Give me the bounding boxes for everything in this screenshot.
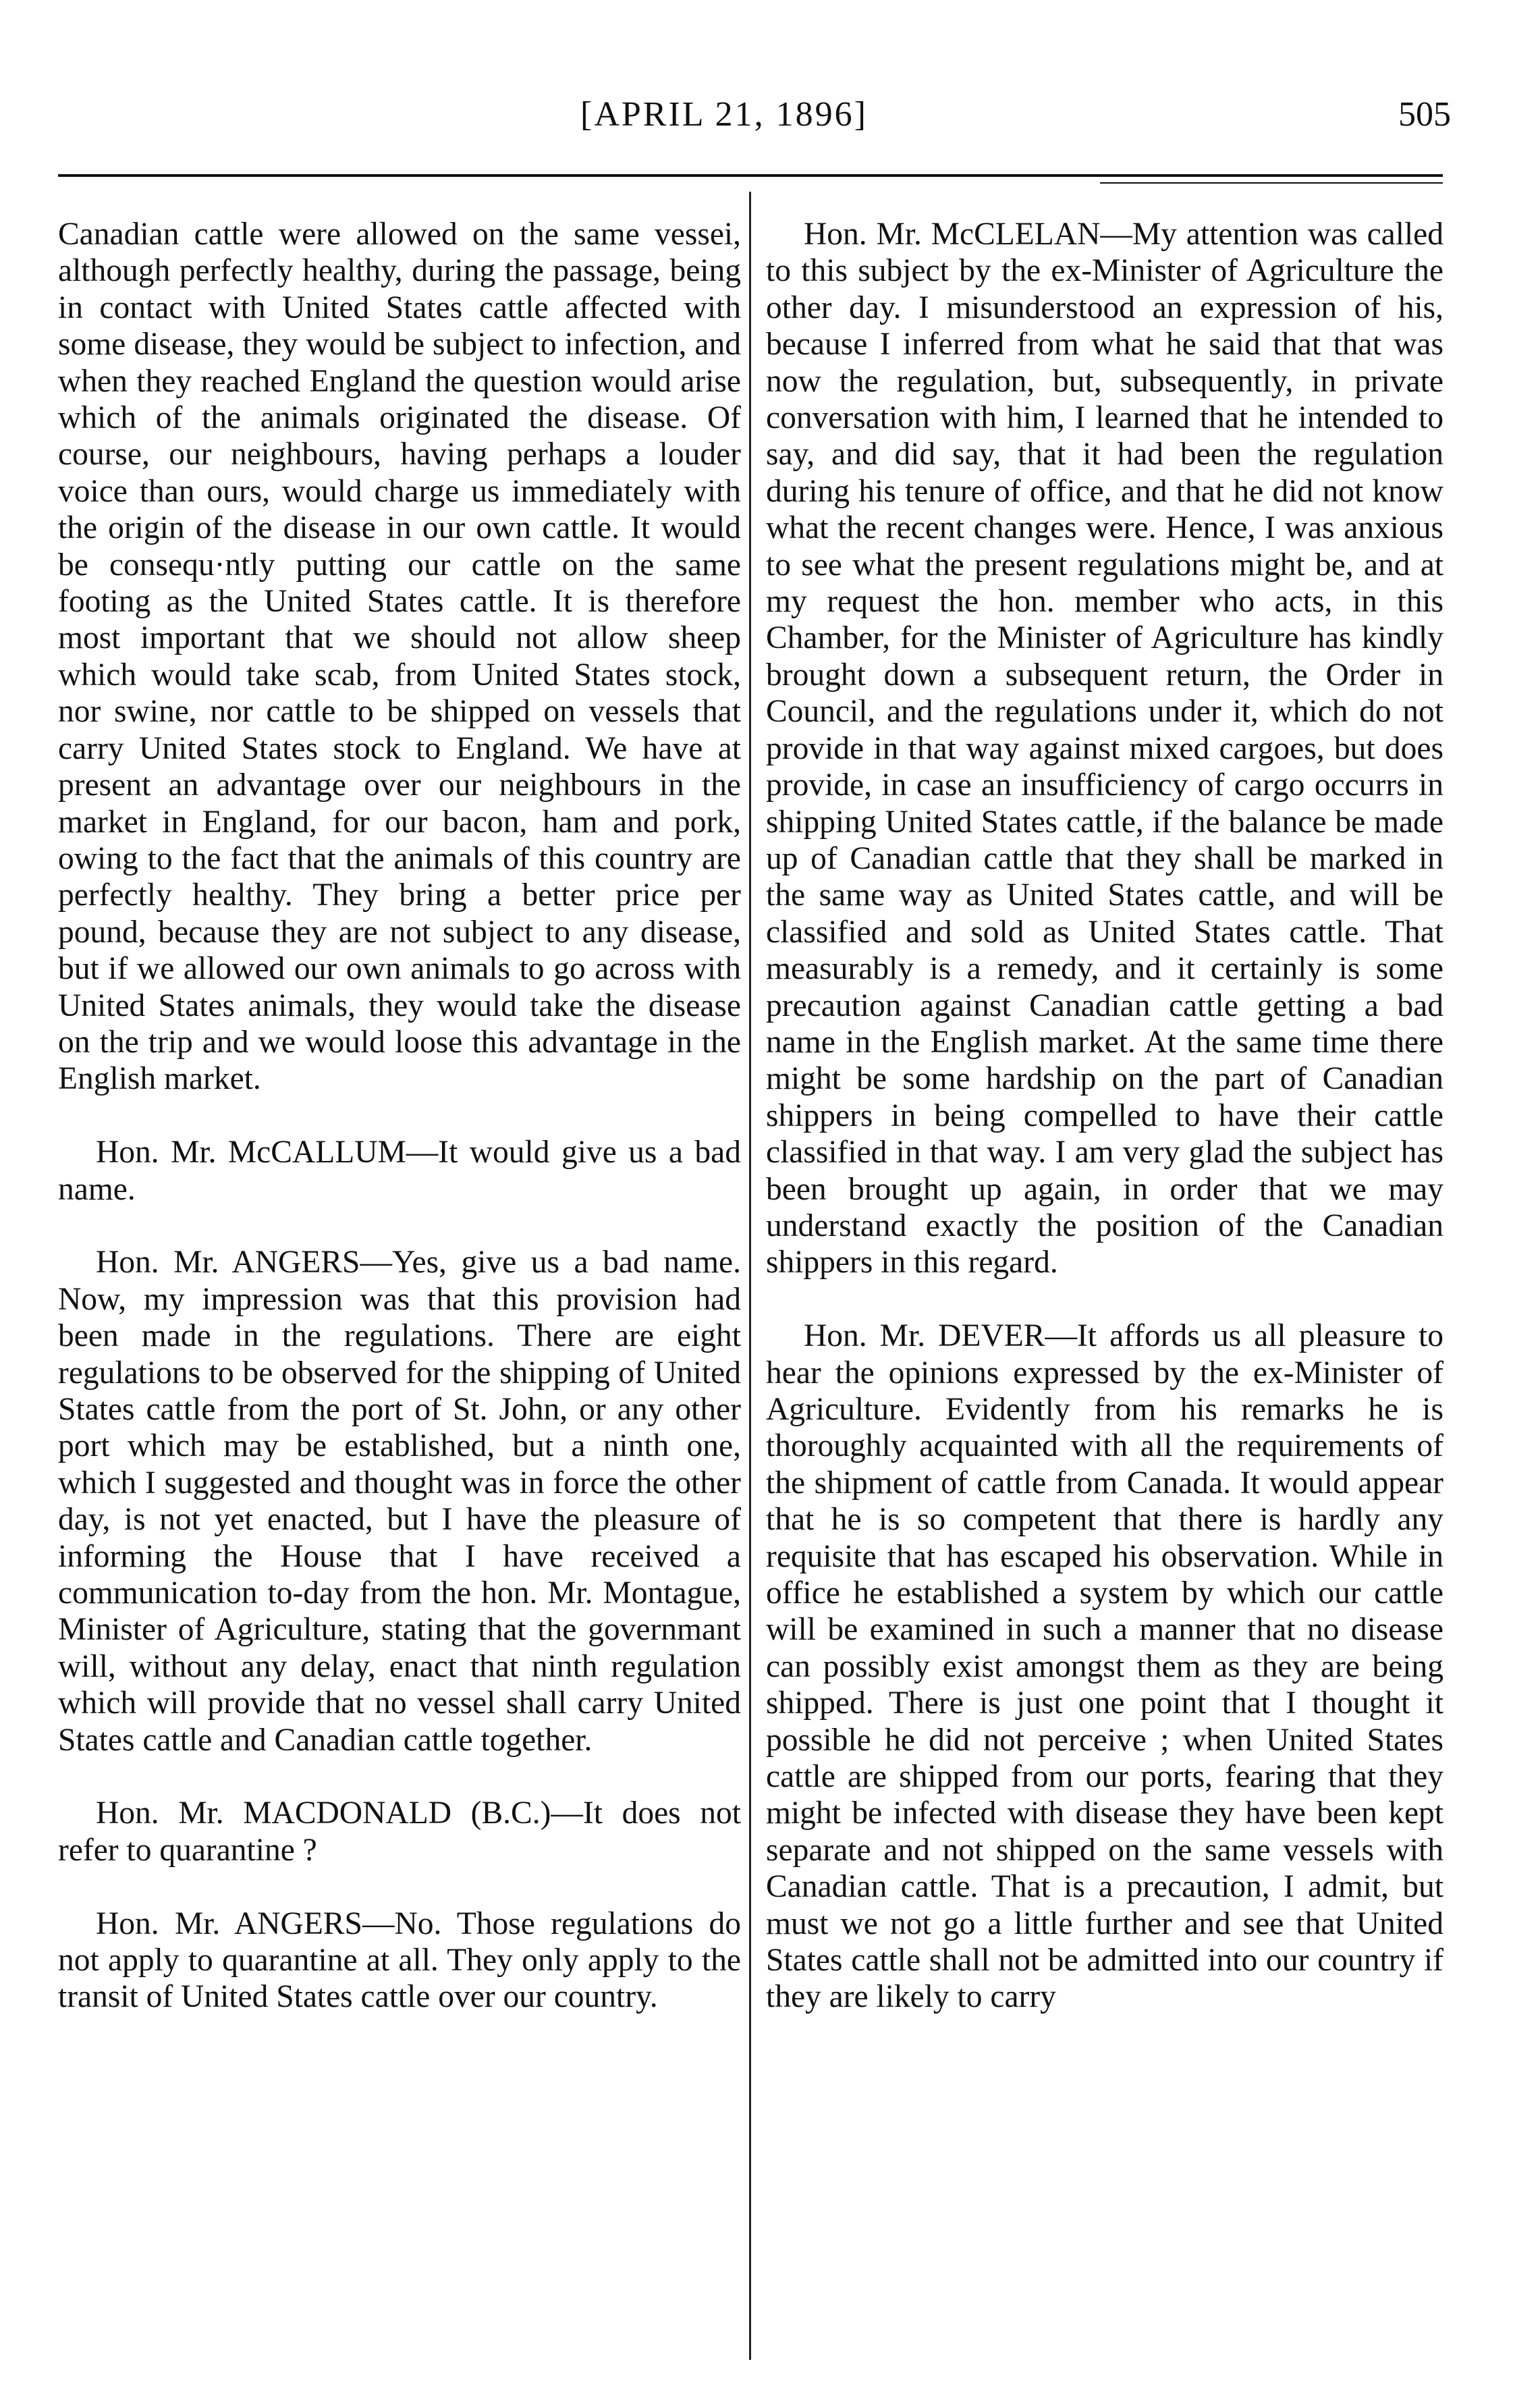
paragraph: Canadian cattle were allowed on the same vessei, although perfectly healthy, during the passage, being in contact with United States cattle affected with some disease, they would be subject to infection, and when they reached England the question would arise which of the animals originated the disease. Of course, our neighbours, having perhaps a louder voice than ours, would charge us immediately with the origin of the disease in our own cattle. It would be consequ·ntly putting our cattle on the same footing as the United States cattle. It is therefore most important that we should not allow sheep which would take scab, from United States stock, nor swine, nor cattle to be shipped on vessels that carry United States stock to England. We have at present an advantage over our neighbours in the market in England, for our bacon, ham and pork, owing to the fact that the animals of this country are perfectly healthy. They bring a better price per pound, because they are not subject to any disease, but if we allowed our own animals to go across with United States animals, they would take the disease on the trip and we would loose this advantage in the English market. [58,217,741,1097]
column-divider [749,192,751,2360]
right-column [766,216,1443,2052]
header-rule-secondary [1100,182,1443,184]
paragraph: Hon. Mr. MACDONALD (B.C.)—It does not refer to quarantine ? [58,1796,741,1868]
paragraph: Hon. Mr. ANGERS—Yes, give us a bad name. Now, my impression was that this provision had been made in the regulations. There are eight regulations to be observed for the shipping of United States cattle from the port of St. John, or any other port which may be established, but a ninth one, which I suggested and thought was in force the other day, is not yet enacted, but I have the pleasure of informing the House that I have received a communication to-day from the hon. Mr. Montague, Minister of Agriculture, stating that the governmant will, without any delay, enact that ninth regulation which will provide that no vessel shall carry United States cattle and Canadian cattle together. [58,1245,741,1758]
paragraph: Hon. Mr. McCLELAN—My attention was called to this subject by the ex-Minister of Agriculture the other day. I misunderstood an expression of his, because I inferred from what he said that that was now the regulation, but, subsequently, in private conversation with him, I learned that he intended to say, and did say, that it had been the regulation during his tenure of office, and that he did not know what the recent changes were. Hence, I was anxious to see what the present regulations might be, and at my request the hon. member who acts, in this Chamber, for the Minister of Agriculture has kindly brought down a subsequent return, the Order in Council, and the regulations under it, which do not provide in that way against mixed cargoes, but does provide, in case an insufficiency of cargo occurrs in shipping United States cattle, if the balance be made up of Canadian cattle that they shall be marked in the same way as United States cattle, and will be classified and sold as United States cattle. That measurably is a remedy, and it certainly is some precaution against Canadian cattle getting a bad name in the English market. At the same time there might be some hardship on the part of Canadian shippers in being compelled to have their cattle classified in that way. I am very glad the subject has been brought up again, in order that we may understand exactly the position of the Canadian shippers in this regard. [766,217,1443,1281]
left-column [58,216,741,2052]
header-rule [58,174,1443,177]
paragraph: Hon. Mr. DEVER—It affords us all pleasure to hear the opinions expressed by the ex-Minister of Agriculture. Evidently from his remarks he is thoroughly acquainted with all the requirements of the shipment of cattle from Canada. It would appear that he is so competent that there is hardly any requisite that has escaped his observation. While in office he established a system by which our cattle will be examined in such a manner that no disease can possibly exist amongst them as they are being shipped. There is just one point that I thought it possible he did not perceive ; when United States cattle are shipped from our ports, fearing that they might be infected with disease they have been kept separate and not shipped on the same vessels with Canadian cattle. That is a precaution, I admit, but must we not go a little further and see that United States cattle shall not be admitted into our country if they are likely to carry [766,1318,1443,2015]
paragraph: Hon. Mr. ANGERS—No. Those regulations do not apply to quarantine at all. They only apply to the transit of United States cattle over our country. [58,1906,741,2015]
page-number: 505 [1398,95,1451,134]
page-header [580,95,1451,149]
page-date: [APRIL 21, 1896] [580,95,868,134]
paragraph: Hon. Mr. McCALLUM—It would give us a bad name. [58,1135,741,1207]
